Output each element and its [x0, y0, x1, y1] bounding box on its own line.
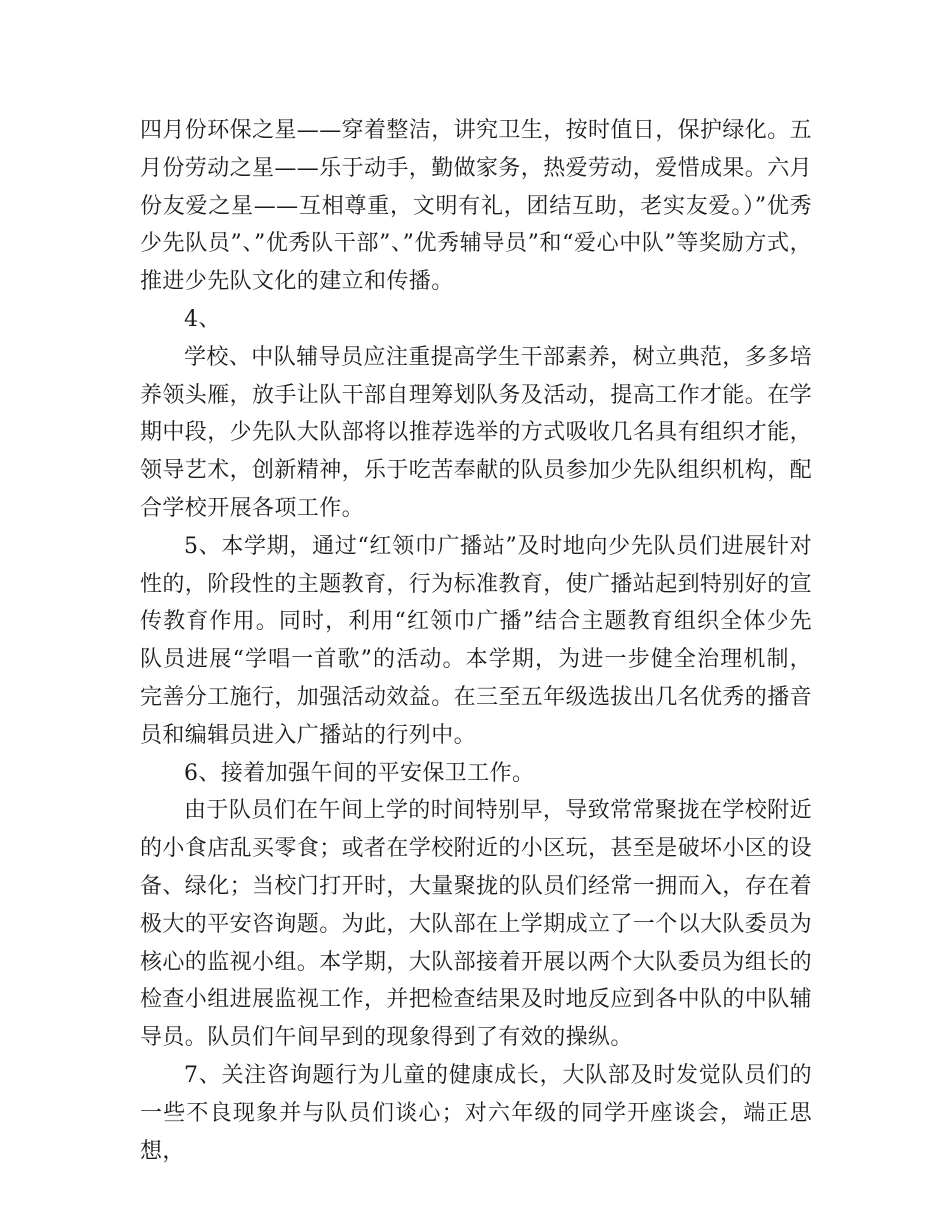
paragraph-item-7-behavior: 7、关注咨询题行为儿童的健康成长，大队部及时发觉队员们的一些不良现象并与队员们谈心；对六年级的同学开座谈会，端正思想，	[140, 1062, 812, 1164]
paragraph-stars-rewards: 四月份环保之星——穿着整洁，讲究卫生，按时值日，保护绿化。五月份劳动之星——乐于动手，勤做家务，热爱劳动，爱惜成果。六月份友爱之星——互相尊重，文明有礼，团结互助，老实友爱。）”优秀少先队员”、”优秀队干部”、”优秀辅导员”和“爱心中队”等奖励方式，推进少先队文化的建立和传播。	[140, 118, 813, 295]
paragraph-item-4-heading: 4、	[184, 306, 221, 332]
paragraph-noon-supervision: 由于队员们在午间上学的时间特别早，导致常常聚拢在学校附近的小食店乱买零食；或者在学校附近的小区玩，甚至是破坏小区的设备、绿化；当校门打开时，大量聚拢的队员们经常一拥而入，存在着极大的平安咨询题。为此，大队部在上学期成立了一个以大队委员为核心的监视小组。本学期，大队部接着开展以两个大队委员为组长的检查小组进展监视工作，并把检查结果及时地反应到各中队的中队辅导员。队员们午间早到的现象得到了有效的操纵。	[140, 798, 813, 1051]
paragraph-student-cadres: 学校、中队辅导员应注重提高学生干部素养，树立典范，多多培养领头雁，放手让队干部自理筹划队务及活动，提高工作才能。在学期中段，少先队大队部将以推荐选举的方式吸收几名具有组织才能，领导艺术，创新精神，乐于吃苦奉献的队员参加少先队组织机构，配合学校开展各项工作。	[140, 344, 813, 521]
paragraph-item-6-safety: 6、接着加强午间的平安保卫工作。	[184, 760, 535, 786]
paragraph-item-5-broadcast: 5、本学期，通过“红领巾广播站”及时地向少先队员们进展针对性的，阶段性的主题教育，行为标准教育，使广播站起到特别好的宣传教育作用。同时，利用“红领巾广播”结合主题教育组织全体少先队员进展“学唱一首歌”的活动。本学期，为进一步健全治理机制，完善分工施行，加强活动效益。在三至五年级选拔出几名优秀的播音员和编辑员进入广播站的行列中。	[140, 533, 813, 748]
document-body	[140, 112, 812, 1170]
